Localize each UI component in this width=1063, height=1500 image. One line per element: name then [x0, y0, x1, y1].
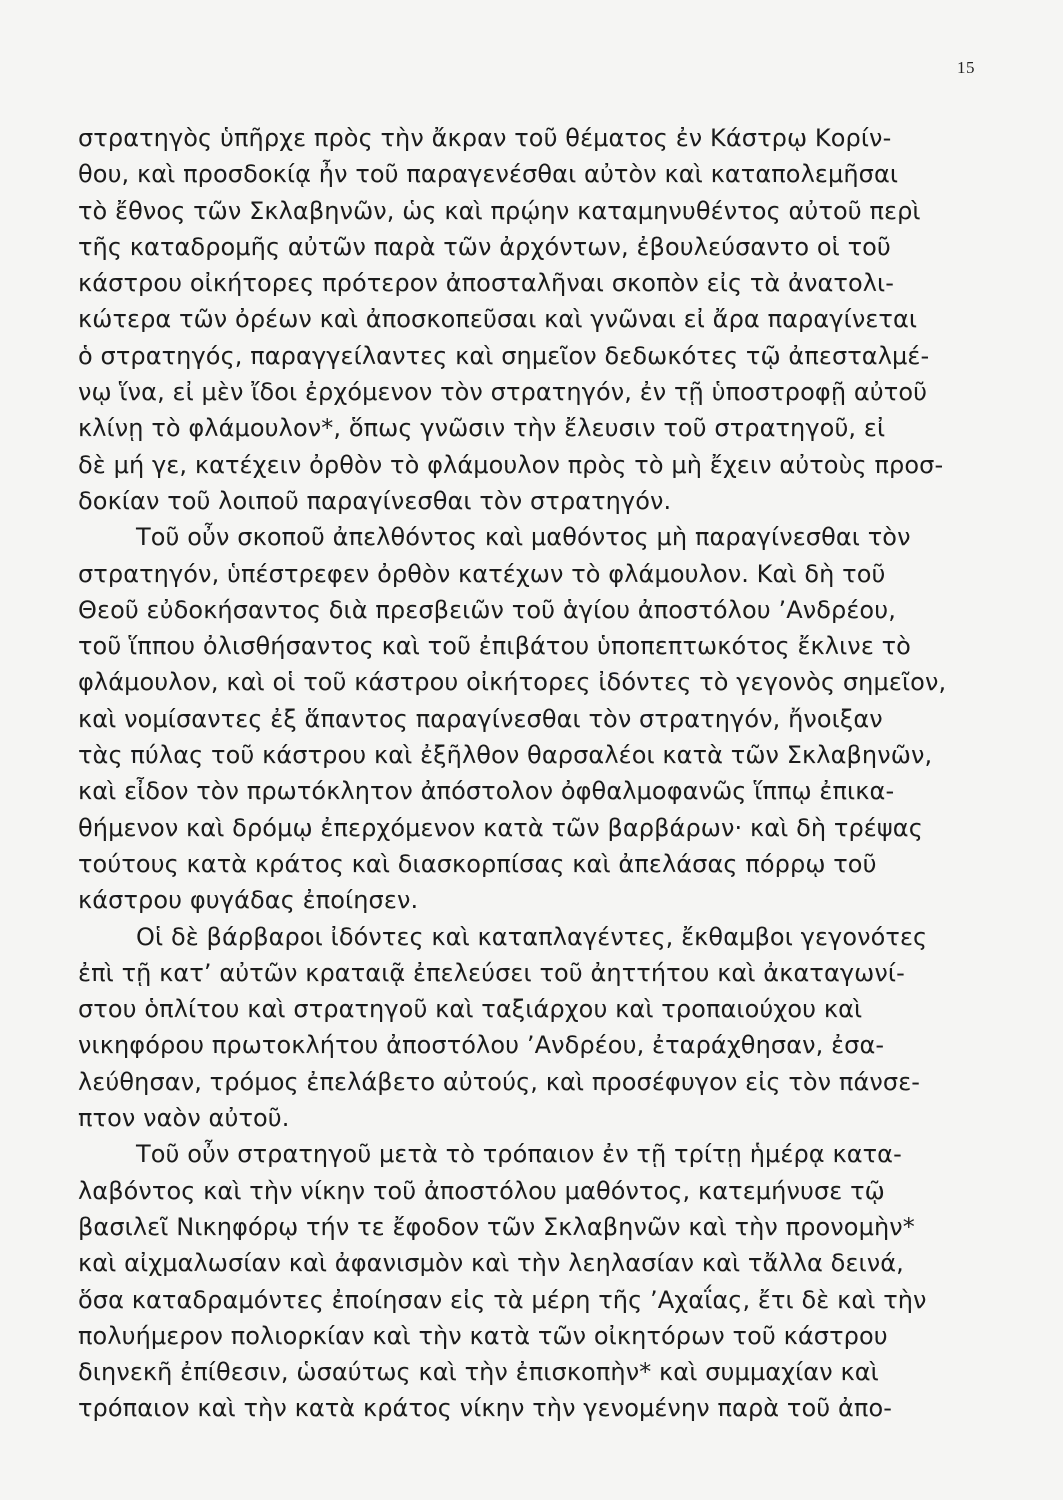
text-line: θήμενον καὶ δρόμῳ ἐπερχόμενον κατὰ τῶν βαρβάρων· καὶ δὴ τρέψας: [78, 813, 923, 842]
text-line: τὰς πύλας τοῦ κάστρου καὶ ἐξῆλθον θαρσαλέοι κατὰ τῶν Σκλαβηνῶν,: [78, 741, 933, 770]
text-line: τὸ ἔθνος τῶν Σκλαβηνῶν, ὡς καὶ πρῴην καταμηνυθέντος αὐτοῦ περὶ: [78, 196, 921, 225]
text-line: φλάμουλον, καὶ οἱ τοῦ κάστρου οἰκήτορες ἰδόντες τὸ γεγονὸς σημεῖον,: [78, 668, 947, 697]
text-line: Τοῦ οὖν στρατηγοῦ μετὰ τὸ τρόπαιον ἐν τῇ τρίτῃ ἡμέρᾳ κατα-: [136, 1140, 902, 1169]
text-line: βασιλεῖ Νικηφόρῳ τήν τε ἔφοδον τῶν Σκλαβηνῶν καὶ τὴν προνομὴν*: [78, 1212, 915, 1241]
text-line: καὶ νομίσαντες ἐξ ἅπαντος παραγίνεσθαι τὸν στρατηγόν, ἤνοιξαν: [78, 704, 883, 733]
text-line: δὲ μή γε, κατέχειν ὀρθὸν τὸ φλάμουλον πρὸς τὸ μὴ ἔχειν αὐτοὺς προσ-: [78, 450, 944, 479]
text-line: ὁ στρατηγός, παραγγείλαντες καὶ σημεῖον δεδωκότες τῷ ἀπεσταλμέ-: [78, 341, 930, 370]
page-number: 15: [957, 58, 975, 77]
text-line: στρατηγόν, ὑπέστρεφεν ὀρθὸν κατέχων τὸ φλάμουλον. Καὶ δὴ τοῦ: [78, 559, 886, 588]
text-line: τρόπαιον καὶ τὴν κατὰ κράτος νίκην τὴν γενομένην παρὰ τοῦ ἀπο-: [78, 1394, 892, 1423]
text-line: τῆς καταδρομῆς αὐτῶν παρὰ τῶν ἀρχόντων, ἐβουλεύσαντο οἱ τοῦ: [78, 232, 891, 261]
text-line: ἐπὶ τῇ κατ’ αὐτῶν κραταιᾷ ἐπελεύσει τοῦ ἀηττήτου καὶ ἀκαταγωνί-: [78, 958, 905, 987]
text-line: Θεοῦ εὐδοκήσαντος διὰ πρεσβειῶν τοῦ ἁγίου ἀποστόλου ’Ανδρέου,: [78, 595, 896, 624]
text-line: καὶ εἶδον τὸν πρωτόκλητον ἀπόστολον ὀφθαλμοφανῶς ἵππῳ ἐπικα-: [78, 777, 895, 806]
text-line: στου ὁπλίτου καὶ στρατηγοῦ καὶ ταξιάρχου καὶ τροπαιούχου καὶ: [78, 995, 863, 1024]
text-line: θου, καὶ προσδοκίᾳ ἦν τοῦ παραγενέσθαι αὐτὸν καὶ καταπολεμῆσαι: [78, 160, 899, 189]
text-line: καὶ αἰχμαλωσίαν καὶ ἀφανισμὸν καὶ τὴν λεηλασίαν καὶ τἄλλα δεινά,: [78, 1249, 904, 1278]
text-line: ὅσα καταδραμόντες ἐποίησαν εἰς τὰ μέρη τῆς ’Αχαΐας, ἔτι δὲ καὶ τὴν: [78, 1285, 927, 1314]
text-line: κάστρου φυγάδας ἐποίησεν.: [78, 886, 419, 915]
text-line: νικηφόρου πρωτοκλήτου ἀποστόλου ’Ανδρέου, ἐταράχθησαν, ἐσα-: [78, 1031, 885, 1060]
text-line: κώτερα τῶν ὀρέων καὶ ἀποσκοπεῦσαι καὶ γνῶναι εἰ ἄρα παραγίνεται: [78, 305, 918, 334]
text-line: Οἱ δὲ βάρβαροι ἰδόντες καὶ καταπλαγέντες, ἔκθαμβοι γεγονότες: [136, 922, 928, 951]
text-line: Τοῦ οὖν σκοποῦ ἀπελθόντος καὶ μαθόντος μὴ παραγίνεσθαι τὸν: [136, 523, 911, 552]
text-line: πολυήμερον πολιορκίαν καὶ τὴν κατὰ τῶν οἰκητόρων τοῦ κάστρου: [78, 1321, 888, 1350]
text-line: κλίνῃ τὸ φλάμουλον*, ὅπως γνῶσιν τὴν ἔλευσιν τοῦ στρατηγοῦ, εἰ: [78, 414, 886, 443]
text-line: διηνεκῆ ἐπίθεσιν, ὡσαύτως καὶ τὴν ἐπισκοπὴν* καὶ συμμαχίαν καὶ: [78, 1358, 879, 1387]
text-line: στρατηγὸς ὑπῆρχε πρὸς τὴν ἄκραν τοῦ θέματος ἐν Κάστρῳ Κορίν-: [78, 124, 892, 152]
text-line: πτον ναὸν αὐτοῦ.: [78, 1104, 290, 1133]
text-line: λεύθησαν, τρόμος ἐπελάβετο αὐτούς, καὶ προσέφυγον εἰς τὸν πάνσε-: [78, 1067, 921, 1096]
body-text: [78, 120, 947, 1427]
text-line: τοῦ ἵππου ὀλισθήσαντος καὶ τοῦ ἐπιβάτου ὑποπεπτωκότος ἔκλινε τὸ: [78, 632, 911, 661]
text-line: τούτους κατὰ κράτος καὶ διασκορπίσας καὶ ἀπελάσας πόρρῳ τοῦ: [78, 849, 877, 878]
text-line: δοκίαν τοῦ λοιποῦ παραγίνεσθαι τὸν στρατηγόν.: [78, 486, 672, 515]
text-line: κάστρου οἰκήτορες πρότερον ἀποσταλῆναι σκοπὸν εἰς τὰ ἀνατολι-: [78, 269, 895, 298]
text-line: λαβόντος καὶ τὴν νίκην τοῦ ἀποστόλου μαθόντος, κατεμήνυσε τῷ: [78, 1176, 885, 1205]
text-line: νῳ ἵνα, εἰ μὲν ἴδοι ἐρχόμενον τὸν στρατηγόν, ἐν τῇ ὑποστροφῇ αὐτοῦ: [78, 378, 928, 407]
